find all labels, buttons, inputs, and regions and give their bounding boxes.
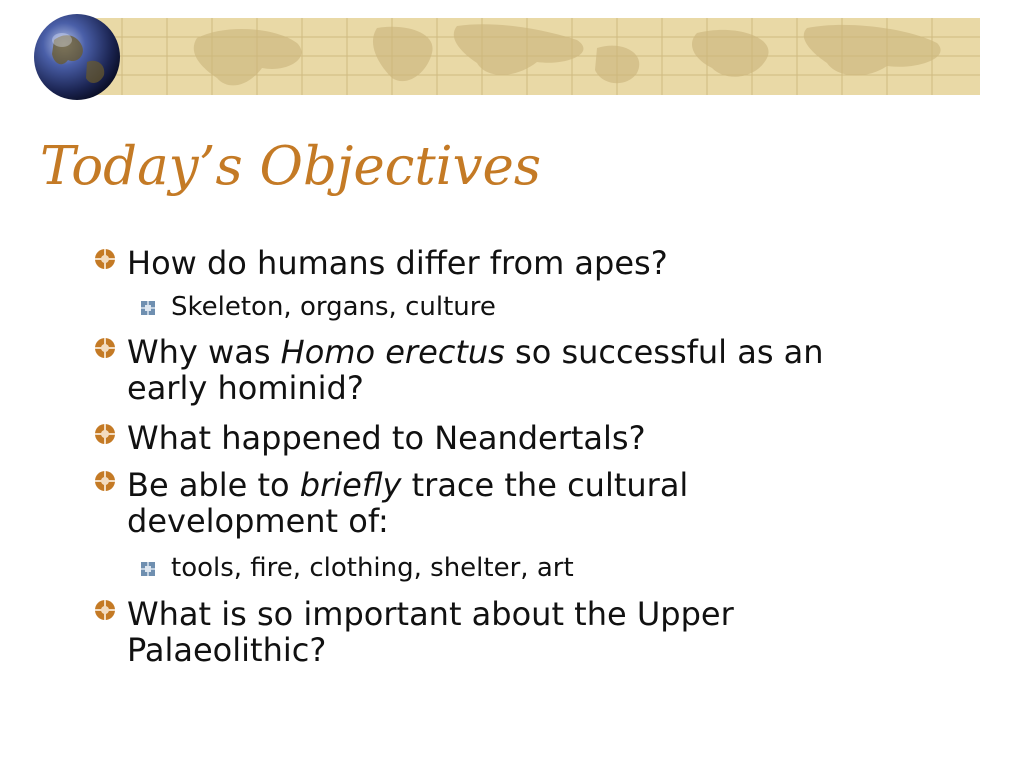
- circle-bullet-icon: [93, 336, 117, 360]
- world-map-graphic: [77, 18, 980, 95]
- bullet-line-1: [127, 334, 937, 370]
- bullet-text: What happened to Neandertals?: [127, 419, 646, 457]
- bullet-text: Skeleton, organs, culture: [171, 292, 496, 322]
- bullet-line-2: early hominid?: [127, 369, 364, 407]
- circle-bullet-icon: [93, 422, 117, 446]
- bullet-text-post: trace the cultural: [401, 466, 689, 504]
- slide-title: Today’s Objectives: [40, 136, 542, 197]
- circle-bullet-icon: [93, 469, 117, 493]
- bullet-text-emphasis: Homo erectus: [280, 333, 505, 371]
- bullet-line-1: What is so important about the Upper: [127, 595, 734, 633]
- bullet-line-2: Palaeolithic?: [127, 631, 327, 669]
- bullet-text-post: so successful as an: [504, 333, 824, 371]
- list-subitem: [171, 292, 496, 322]
- square-bullet-icon: [140, 300, 156, 316]
- list-item: [127, 245, 937, 281]
- square-bullet-icon: [140, 561, 156, 577]
- bullet-text-pre: Why was: [127, 333, 281, 371]
- bullet-line-1: [127, 467, 937, 503]
- bullet-text-emphasis: briefly: [299, 466, 402, 504]
- circle-bullet-icon: [93, 247, 117, 271]
- circle-bullet-icon: [93, 598, 117, 622]
- list-item: [127, 596, 937, 668]
- globe-icon: [32, 12, 122, 102]
- bullet-text: How do humans differ from apes?: [127, 244, 668, 282]
- list-item: [127, 420, 937, 456]
- list-subitem: [171, 553, 574, 583]
- world-map-banner: [77, 18, 980, 95]
- list-item: [127, 334, 937, 406]
- bullet-text: tools, fire, clothing, shelter, art: [171, 553, 574, 583]
- bullet-line-2: development of:: [127, 502, 389, 540]
- list-item: [127, 467, 937, 539]
- bullet-text-pre: Be able to: [127, 466, 300, 504]
